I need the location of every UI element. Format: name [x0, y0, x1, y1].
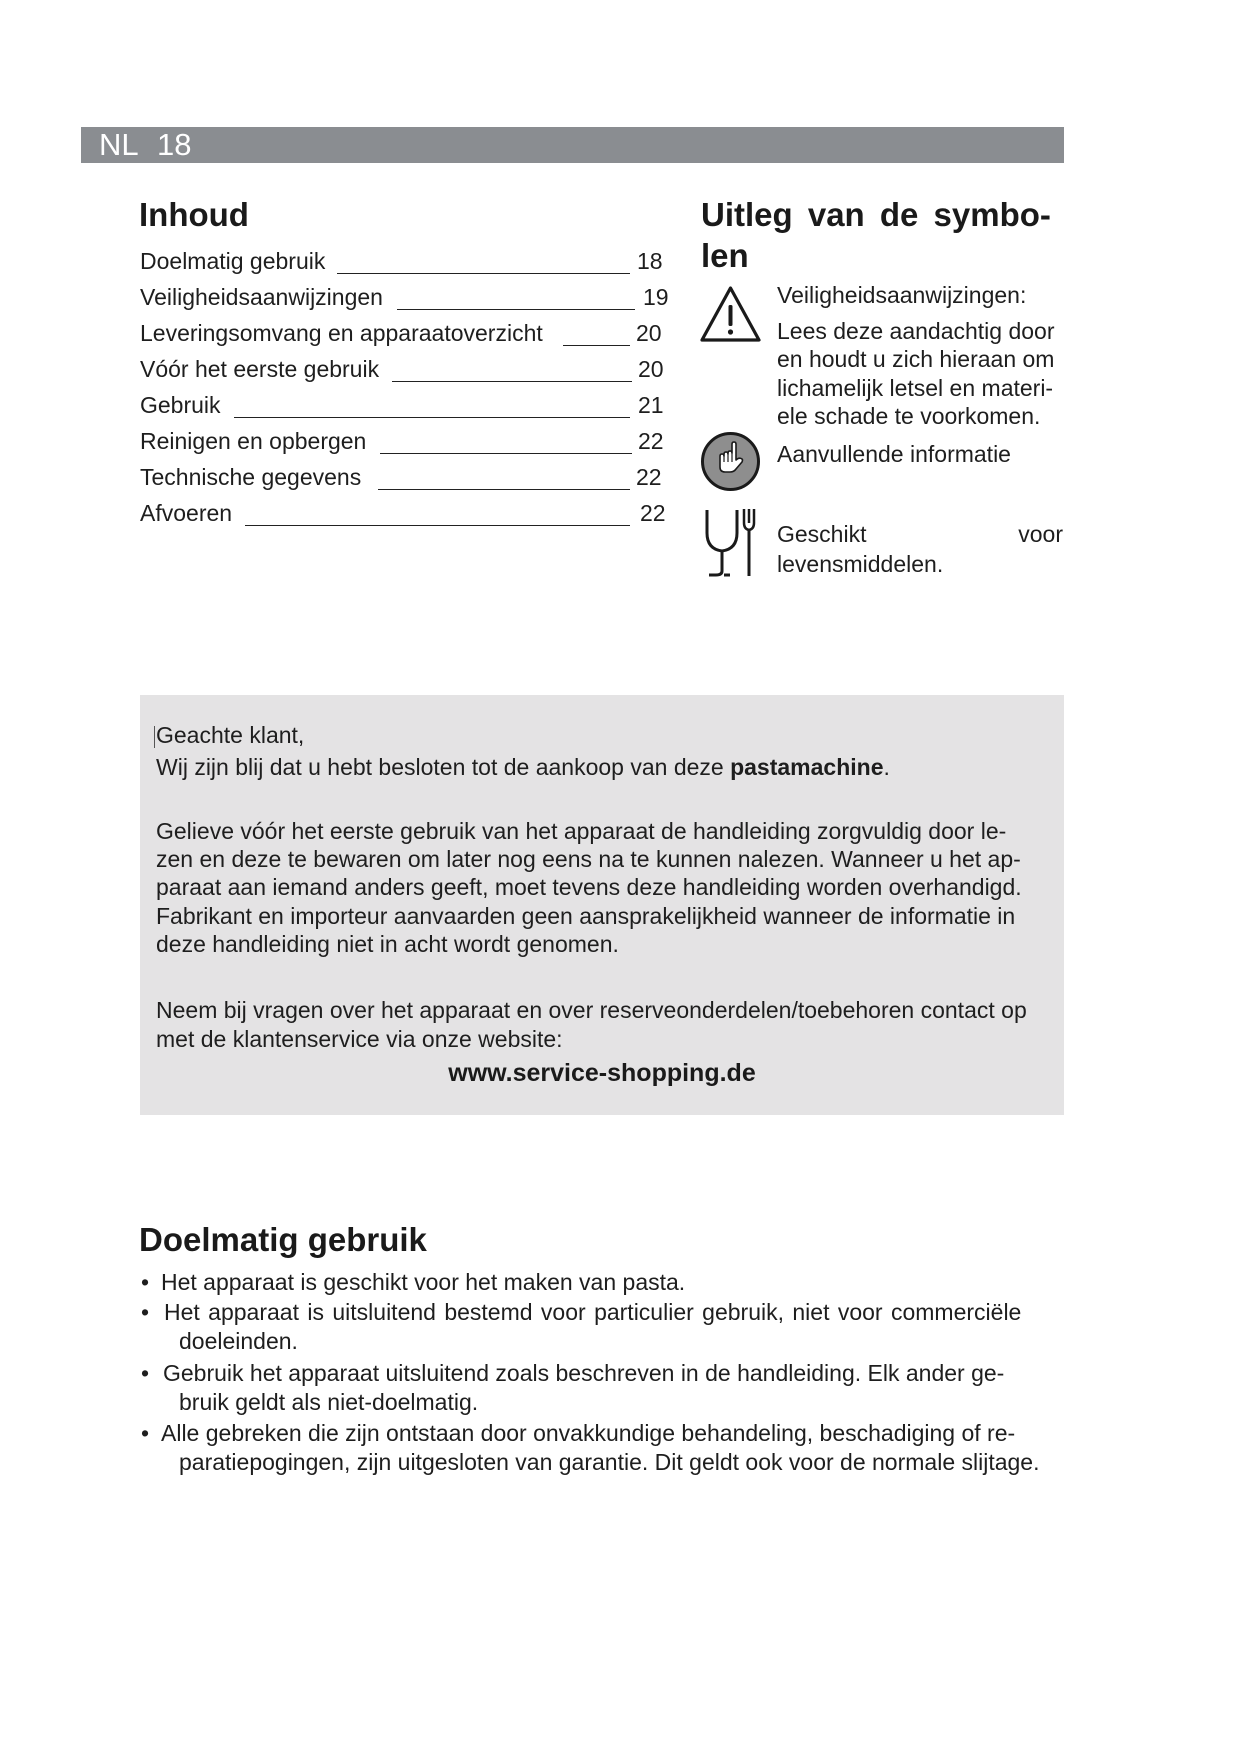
text-cursor — [154, 726, 155, 748]
paragraph-line: paraat aan iemand anders geeft, moet tevens deze handleiding worden overhandigd. — [156, 874, 1022, 900]
toc-item[interactable] — [140, 247, 670, 277]
page-header-bar — [81, 127, 1064, 163]
toc-leader-line — [337, 273, 630, 274]
intro-suffix: . — [883, 754, 890, 780]
symbol-warning-title: Veiligheidsaanwijzingen: — [777, 282, 1027, 308]
paragraph-line: deze handleiding niet in acht wordt genomen. — [156, 931, 619, 957]
symbol-warning-text: ele schade te voorkomen. — [777, 403, 1041, 429]
toc-title: Inhoud — [139, 196, 249, 233]
paragraph-line: met de klantenservice via onze website: — [156, 1026, 563, 1052]
symbols-title: Uitleg van de symbo- — [701, 196, 1051, 233]
pointing-hand-info-icon — [700, 431, 761, 492]
symbols-title-continued: len — [701, 237, 749, 274]
toc-item-label: Vóór het eerste gebruik — [140, 356, 380, 382]
language-code: NL — [99, 127, 139, 162]
toc-item-page: 22 — [636, 464, 662, 490]
food-safe-glass-fork-icon — [704, 507, 760, 579]
symbol-food-text — [777, 521, 1063, 547]
toc-item-page: 20 — [638, 356, 664, 382]
symbol-warning-text: lichamelijk letsel en materi- — [777, 375, 1054, 401]
bullet-icon: • — [141, 1420, 150, 1446]
intro-text — [156, 754, 890, 780]
toc-item[interactable] — [140, 463, 670, 493]
bullet-icon: • — [141, 1269, 150, 1295]
toc-item-page: 20 — [636, 320, 662, 346]
toc-item[interactable] — [140, 391, 670, 421]
toc-item-page: 21 — [638, 392, 664, 418]
toc-item-label: Leveringsomvang en apparaatoverzicht — [140, 320, 543, 346]
list-item-continued: doeleinden. — [179, 1328, 298, 1354]
toc-item-page: 19 — [643, 284, 669, 310]
page-number: 18 — [157, 127, 192, 162]
list-item: Het apparaat is geschikt voor het maken van pasta. — [161, 1269, 686, 1295]
toc-item-page: 22 — [638, 428, 664, 454]
toc-item-label: Reinigen en opbergen — [140, 428, 367, 454]
greeting: Geachte klant, — [156, 722, 305, 748]
toc-leader-line — [245, 525, 630, 526]
paragraph-line: Neem bij vragen over het apparaat en over reserveonderdelen/toebehoren contact op — [156, 997, 1027, 1023]
toc-item[interactable] — [140, 427, 670, 457]
toc-item-label: Veiligheidsaanwijzingen — [140, 284, 383, 310]
symbol-food-text: levensmiddelen. — [777, 551, 944, 577]
toc-leader-line — [563, 345, 630, 346]
symbol-warning-text: en houdt u zich hieraan om — [777, 346, 1055, 372]
toc-leader-line — [234, 417, 630, 418]
toc-item-label: Doelmatig gebruik — [140, 248, 326, 274]
list-item: Het apparaat is uitsluitend bestemd voor particulier gebruik, niet voor commerciële — [164, 1299, 1022, 1325]
list-item: Alle gebreken die zijn ontstaan door onvakkundige behandeling, beschadiging of re- — [161, 1420, 1016, 1446]
toc-leader-line — [380, 453, 632, 454]
bullet-icon: • — [141, 1360, 150, 1386]
symbol-warning-text: Lees deze aandachtig door — [777, 318, 1055, 344]
warning-triangle-icon — [699, 285, 762, 343]
paragraph-line: Fabrikant en importeur aanvaarden geen aansprakelijkheid wanneer de informatie in — [156, 903, 1016, 929]
customer-info-box — [140, 695, 1064, 1115]
toc-leader-line — [392, 381, 632, 382]
intended-use-title: Doelmatig gebruik — [139, 1221, 427, 1258]
toc-leader-line — [378, 489, 630, 490]
toc-item-label: Afvoeren — [140, 500, 233, 526]
toc-item[interactable] — [140, 283, 670, 313]
symbol-food-word: voor — [1018, 521, 1063, 547]
toc-item-label: Gebruik — [140, 392, 221, 418]
toc-item-page: 18 — [637, 248, 663, 274]
intro-prefix: Wij zijn blij dat u hebt besloten tot de aankoop van deze — [156, 754, 731, 780]
website-link[interactable]: www.service-shopping.de — [448, 1059, 756, 1087]
symbol-info-text: Aanvullende informatie — [777, 441, 1011, 467]
toc-item[interactable] — [140, 355, 670, 385]
toc-item-label: Technische gegevens — [140, 464, 362, 490]
list-item-continued: paratiepogingen, zijn uitgesloten van garantie. Dit geldt ook voor de normale slijtage. — [179, 1449, 1040, 1475]
toc-leader-line — [397, 309, 635, 310]
paragraph-line: zen en deze te bewaren om later nog eens na te kunnen nalezen. Wanneer u het ap- — [156, 846, 1021, 872]
product-name: pastamachine — [730, 754, 884, 780]
toc-item[interactable] — [140, 319, 670, 349]
paragraph-line: Gelieve vóór het eerste gebruik van het apparaat de handleiding zorgvuldig door le- — [156, 818, 1007, 844]
toc-item[interactable] — [140, 499, 670, 529]
list-item-continued: bruik geldt als niet-doelmatig. — [179, 1389, 479, 1415]
symbol-food-word: Geschikt — [777, 521, 867, 547]
bullet-icon: • — [141, 1299, 150, 1325]
toc-item-page: 22 — [640, 500, 666, 526]
list-item: Gebruik het apparaat uitsluitend zoals beschreven in de handleiding. Elk ander ge- — [163, 1360, 1005, 1386]
